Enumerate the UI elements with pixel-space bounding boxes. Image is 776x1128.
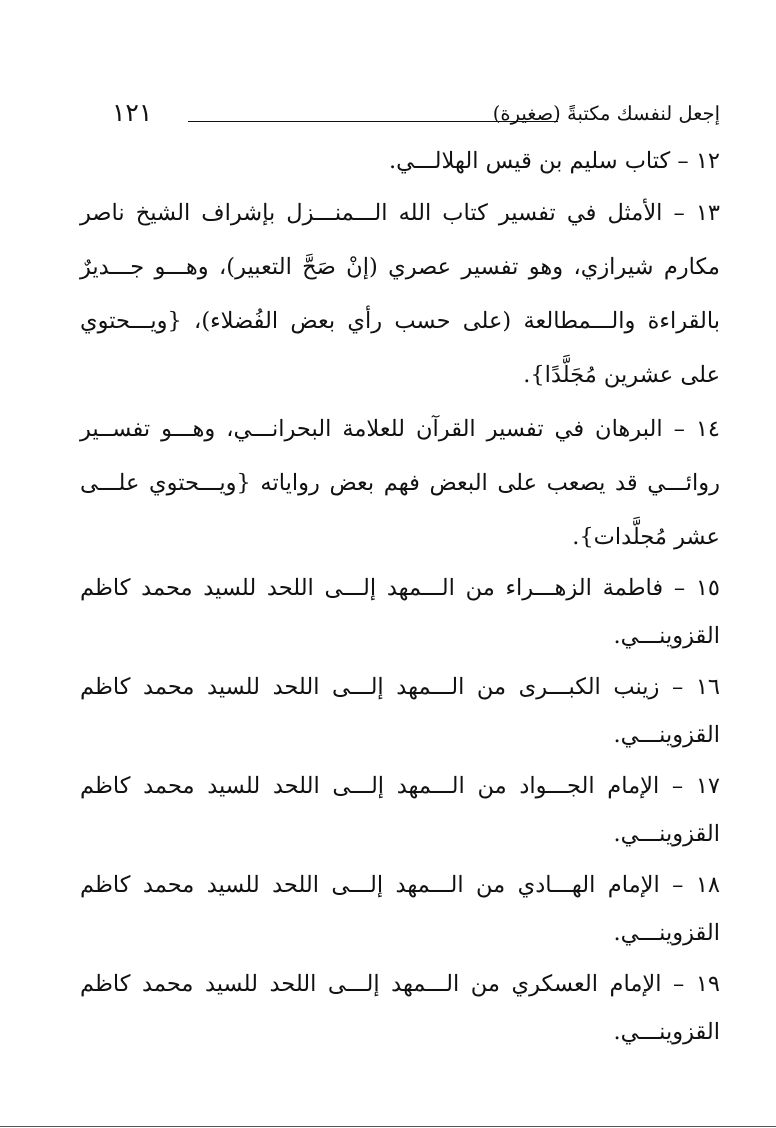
book-list bbox=[80, 136, 720, 1056]
list-item: ١٤ – البرهان في تفسير القرآن للعلامة البحرانـــي، وهـــو تفســير روائـــي قد يصعب على البعض فهم بعض رواياته {ويـــحتوي علـــى عشر مُجلَّدات}. bbox=[80, 416, 720, 550]
page-number: ١٢١ bbox=[112, 98, 153, 127]
list-item: ١٧ – الإمام الجـــواد من الـــمهد إلـــى اللحد للسيد محمد كاظم القزوينـــي. bbox=[80, 773, 720, 847]
scan-edge-line bbox=[0, 1126, 776, 1127]
list-item: ١٦ – زينب الكبـــرى من الـــمهد إلـــى اللحد للسيد محمد كاظم القزوينـــي. bbox=[80, 674, 720, 748]
running-title: إجعل لنفسك مكتبةً (صغيرة) bbox=[492, 102, 720, 125]
list-item: ١٩ – الإمام العسكري من الـــمهد إلـــى اللحد للسيد محمد كاظم القزوينـــي. bbox=[80, 971, 720, 1045]
list-item: ١٨ – الإمام الهـــادي من الـــمهد إلـــى اللحد للسيد محمد كاظم القزوينـــي. bbox=[80, 872, 720, 946]
list-item: ١٢ – كتاب سليم بن قيس الهلالـــي. bbox=[389, 148, 720, 174]
page-header bbox=[80, 98, 720, 138]
list-item: ١٣ – الأمثل في تفسير كتاب الله الـــمنـــزل بإشراف الشيخ ناصر مكارم شيرازي، وهو تفسير عصري (إنْ صَحَّ التعبير)، وهـــو جـــديرٌ بالقراءة والـــمطالعة (على حسب رأي بعض الفُضلاء)، {ويـــحتوي على عشرين مُجَلَّدًا}. bbox=[80, 200, 720, 388]
list-item: ١٥ – فاطمة الزهـــراء من الـــمهد إلـــى اللحد للسيد محمد كاظم القزوينـــي. bbox=[80, 575, 720, 649]
